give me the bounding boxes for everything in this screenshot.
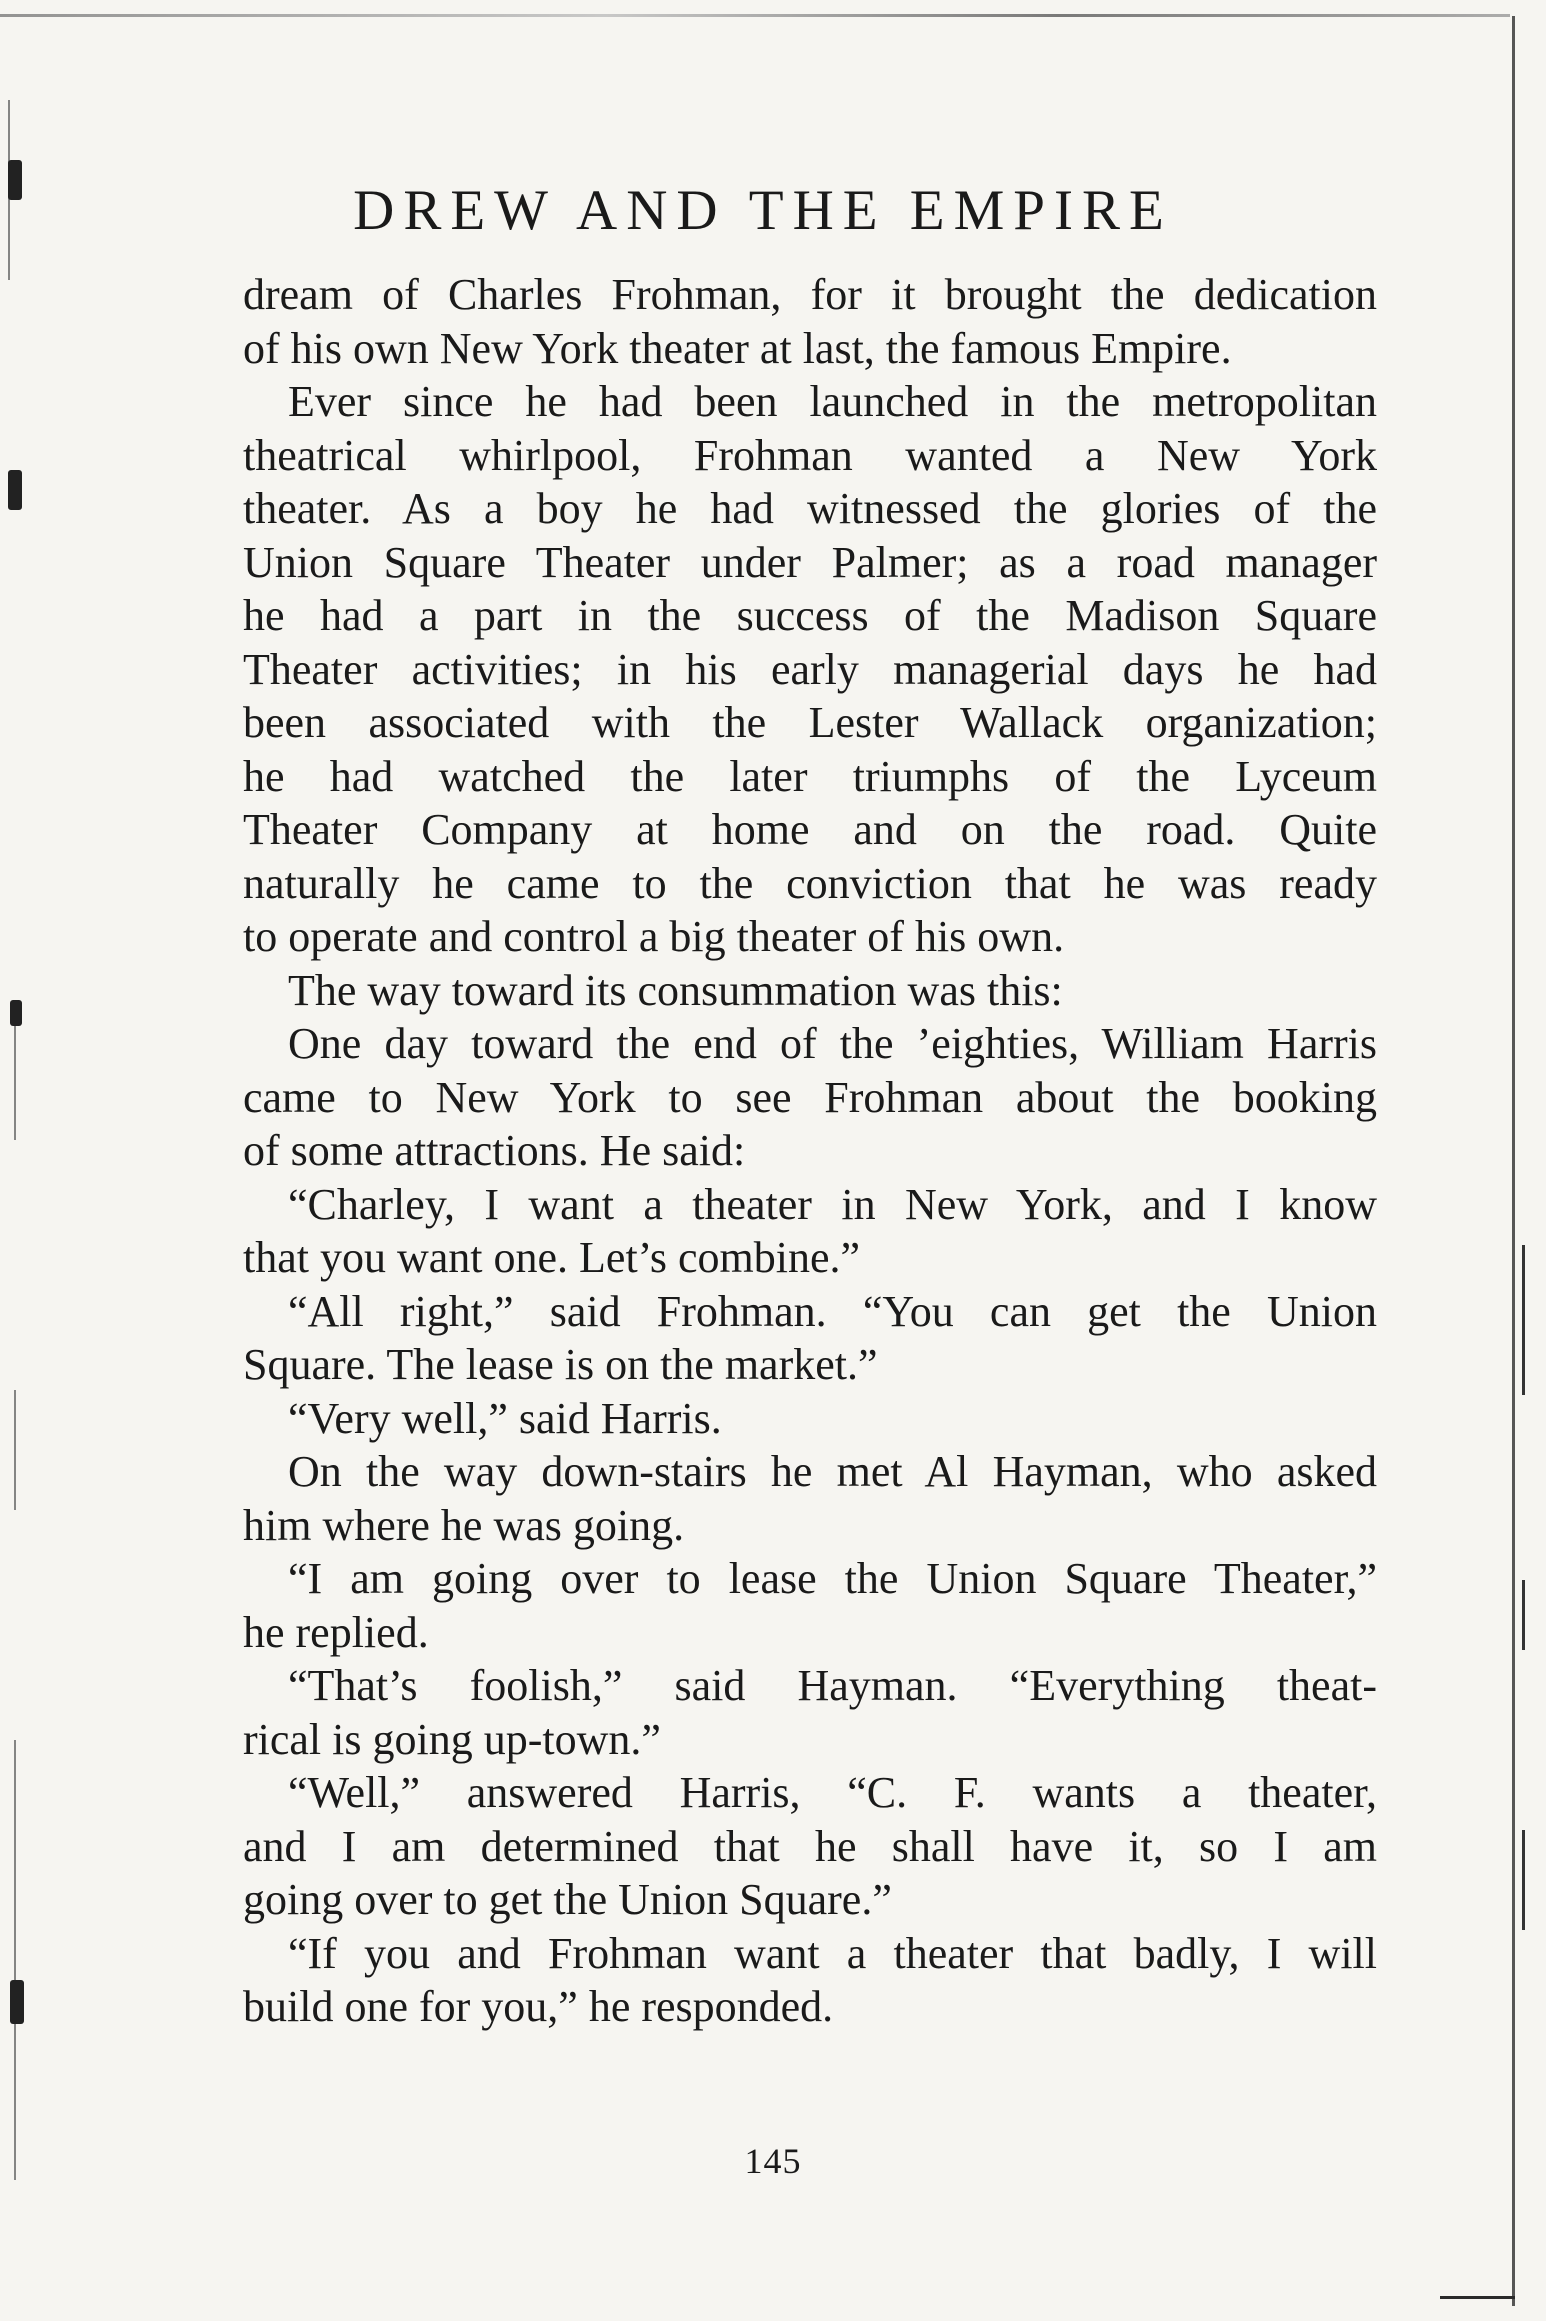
- text-line: rical is going up-town.”: [243, 1714, 661, 1764]
- text-line: “That’s foolish,” said Hayman. “Everything theat-: [288, 1661, 1377, 1710]
- body-text: [243, 268, 1377, 2034]
- text-line: “Well,” answered Harris, “C. F. wants a theater,: [288, 1768, 1377, 1817]
- text-line: On the way down-stairs he met Al Hayman, who asked: [288, 1447, 1377, 1496]
- text-line: of some attractions. He said:: [243, 1126, 746, 1175]
- text-line: came to New York to see Frohman about the booking: [243, 1072, 1377, 1122]
- margin-mark: [1522, 1580, 1525, 1650]
- text-line: “Charley, I want a theater in New York, and I know: [288, 1179, 1377, 1229]
- text-line: One day toward the end of the ’eighties, William Harris: [288, 1019, 1377, 1068]
- text-line: going over to get the Union Square.”: [243, 1875, 892, 1924]
- margin-mark: [1522, 1830, 1525, 1930]
- text-line: Theater Company at home and on the road. Quite: [243, 805, 1377, 854]
- text-line: been associated with the Lester Wallack organization;: [243, 698, 1377, 747]
- text-line: he had a part in the success of the Madison Square: [243, 591, 1377, 640]
- margin-blot: [10, 1000, 22, 1026]
- margin-mark: [14, 1740, 16, 2180]
- text-line: build one for you,” he responded.: [243, 1982, 834, 2031]
- page-top-edge: [0, 14, 1510, 17]
- running-header: DREW AND THE EMPIRE: [353, 179, 1173, 242]
- margin-mark: [1522, 1245, 1525, 1395]
- margin-blot: [8, 160, 22, 200]
- page-number: 145: [744, 2141, 802, 2181]
- text-line: he had watched the later triumphs of the Lyceum: [243, 751, 1377, 801]
- page-right-edge: [1512, 16, 1515, 2306]
- page-corner-edge: [1440, 2296, 1515, 2299]
- margin-blot: [8, 470, 22, 510]
- text-line: and I am determined that he shall have it, so I am: [243, 1821, 1377, 1871]
- text-line: Ever since he had been launched in the metropolitan: [288, 377, 1377, 426]
- text-line: he replied.: [243, 1607, 429, 1657]
- text-line: Square. The lease is on the market.”: [243, 1340, 878, 1389]
- margin-blot: [10, 1980, 24, 2024]
- text-line: theater. As a boy he had witnessed the glories of the: [243, 484, 1377, 533]
- text-line: theatrical whirlpool, Frohman wanted a New York: [243, 430, 1377, 480]
- text-line: naturally he came to the conviction that he was ready: [243, 858, 1377, 908]
- margin-mark: [14, 1390, 16, 1510]
- text-line: “All right,” said Frohman. “You can get the Union: [288, 1286, 1377, 1336]
- text-line: Theater activities; in his early managerial days he had: [243, 644, 1377, 694]
- text-line: Union Square Theater under Palmer; as a road manager: [243, 537, 1377, 587]
- text-line: dream of Charles Frohman, for it brought the dedication: [243, 270, 1377, 319]
- text-line: “I am going over to lease the Union Square Theater,”: [288, 1554, 1377, 1603]
- text-line: to operate and control a big theater of his own.: [243, 912, 1065, 961]
- text-line: The way toward its consummation was this:: [288, 965, 1063, 1015]
- text-line: “Very well,” said Harris.: [288, 1393, 722, 1443]
- text-line: him where he was going.: [243, 1500, 685, 1550]
- text-line: “If you and Frohman want a theater that badly, I will: [288, 1928, 1377, 1978]
- text-line: that you want one. Let’s combine.”: [243, 1233, 861, 1282]
- text-line: of his own New York theater at last, the famous Empire.: [243, 323, 1232, 373]
